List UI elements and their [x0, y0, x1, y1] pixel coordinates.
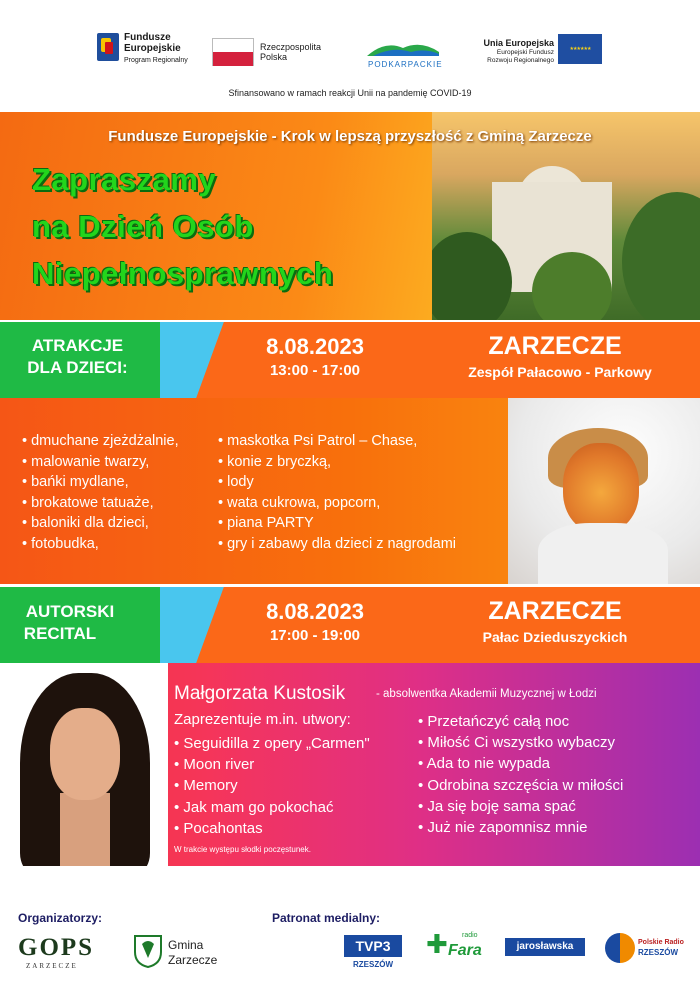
kids-band-label-line2: DLA DZIECI:: [27, 358, 128, 377]
list-item: • Pocahontas: [174, 818, 370, 839]
footer: [0, 866, 700, 989]
list-item: • Przetańczyć całą noc: [418, 711, 623, 732]
fe-logo-line2: Europejskie: [124, 43, 181, 54]
list-item: • dmuchane zjeżdżalnie,: [22, 431, 179, 452]
list-item: • Miłość Ci wszystko wybaczy: [418, 732, 623, 753]
polskie-radio-line2: RZESZÓW: [638, 948, 678, 957]
polskie-radio-icon: [605, 933, 635, 963]
artist-note: - absolwentka Akademii Muzycznej w Łodzi: [376, 688, 597, 700]
radio-fara-word: radio: [462, 932, 478, 939]
kids-band-date: 8.08.2023: [266, 334, 364, 359]
pl-logo-line2: Polska: [260, 52, 288, 62]
fe-logo-line1: Fundusze: [124, 32, 171, 43]
list-item: • bańki mydlane,: [22, 472, 179, 493]
eu-logo-line2: Europejski Fundusz: [496, 49, 554, 56]
hero-title-line3: Niepełnosprawnych: [32, 256, 334, 291]
list-item: • wata cukrowa, popcorn,: [218, 493, 456, 514]
recital-footnote: W trakcie występu słodki poczęstunek.: [174, 845, 311, 854]
radio-fara-cross-icon: ✚: [426, 930, 448, 960]
radio-fara-logo: Fara: [448, 942, 482, 959]
gops-logo-sub: ZARZECZE: [26, 962, 78, 970]
songs-intro: Zaprezentuje m.in. utwory:: [174, 711, 351, 728]
hero-tagline: Fundusze Europejskie - Krok w lepszą przyszłość z Gminą Zarzecze: [108, 128, 592, 145]
eu-logo-line1: Unia Europejska: [483, 38, 554, 48]
list-item: • konie z bryczką,: [218, 452, 456, 473]
list-item: • lody: [218, 472, 456, 493]
tvp3-logo: TVP3: [344, 935, 402, 957]
list-item: • Odrobina szczęścia w miłości: [418, 775, 623, 796]
jaroslawska-logo: jarosławska: [505, 938, 585, 956]
polish-flag-icon: [212, 38, 254, 66]
recital-band-venue: Pałac Dzieduszyckich: [482, 629, 628, 645]
kids-attractions-col1: [22, 431, 179, 554]
list-item: • Memory: [174, 775, 370, 796]
pl-logo-line1: Rzeczpospolita: [260, 42, 322, 52]
gops-logo: GOPS: [18, 934, 95, 961]
songs-col2: [418, 711, 623, 838]
list-item: • Moon river: [174, 754, 370, 775]
songs-col1: [174, 733, 370, 839]
singer-portrait-photo: [0, 663, 168, 866]
hero-title-line1: Zapraszamy: [32, 162, 217, 197]
recital-band-label-line1: AUTORSKI: [25, 602, 115, 621]
kids-attractions-col2: [218, 431, 456, 554]
girl-face-paint-photo: [508, 398, 700, 584]
artist-name: Małgorzata Kustosik: [174, 683, 346, 704]
tvp3-logo-sub: RZESZÓW: [353, 960, 393, 969]
kids-band-place: ZARZECZE: [488, 332, 622, 360]
hero-title-line2: na Dzień Osób: [32, 209, 254, 244]
gmina-coat-of-arms-icon: [133, 934, 163, 968]
recital-band-time: 17:00 - 19:00: [269, 627, 361, 644]
list-item: • Już nie zapomnisz mnie: [418, 817, 623, 838]
list-item: • fotobudka,: [22, 534, 179, 555]
list-item: • piana PARTY: [218, 513, 456, 534]
organizers-label: Organizatorzy:: [18, 911, 103, 925]
recital-band-date: 8.08.2023: [266, 599, 364, 624]
list-item: • Ada to nie wypada: [418, 753, 623, 774]
kids-band-venue: Zespół Pałacowo - Parkowy: [468, 364, 652, 380]
list-item: • gry i zabawy dla dzieci z nagrodami: [218, 534, 456, 555]
list-item: • maskotka Psi Patrol – Chase,: [218, 431, 456, 452]
eu-logo-line3: Rozwoju Regionalnego: [487, 57, 554, 64]
recital-band-place: ZARZECZE: [488, 597, 622, 625]
list-item: • Jak mam go pokochać: [174, 797, 370, 818]
kids-band-label-line1: ATRAKCJE: [31, 336, 124, 355]
list-item: • brokatowe tatuaże,: [22, 493, 179, 514]
list-item: • Seguidilla z opery „Carmen": [174, 733, 370, 754]
gmina-line2: Zarzecze: [168, 953, 218, 967]
list-item: • Ja się boję sama spać: [418, 796, 623, 817]
list-item: • malowanie twarzy,: [22, 452, 179, 473]
eu-flag-icon: ★★★★★★: [558, 34, 602, 64]
financing-note: Sfinansowano w ramach reakcji Unii na pandemię COVID-19: [228, 88, 472, 98]
recital-band-label-line2: RECITAL: [23, 624, 97, 643]
list-item: • baloniki dla dzieci,: [22, 513, 179, 534]
patronage-label: Patronat medialny:: [272, 911, 381, 925]
fe-logo-line3: Program Regionalny: [124, 57, 188, 64]
kids-band-time: 13:00 - 17:00: [269, 362, 361, 379]
podkarpackie-logo-text: PODKARPACKIE: [368, 60, 443, 69]
polskie-radio-line1: Polskie Radio: [638, 939, 684, 946]
fundusze-europejskie-logo-icon: [97, 33, 119, 61]
gmina-line1: Gmina: [168, 938, 204, 952]
